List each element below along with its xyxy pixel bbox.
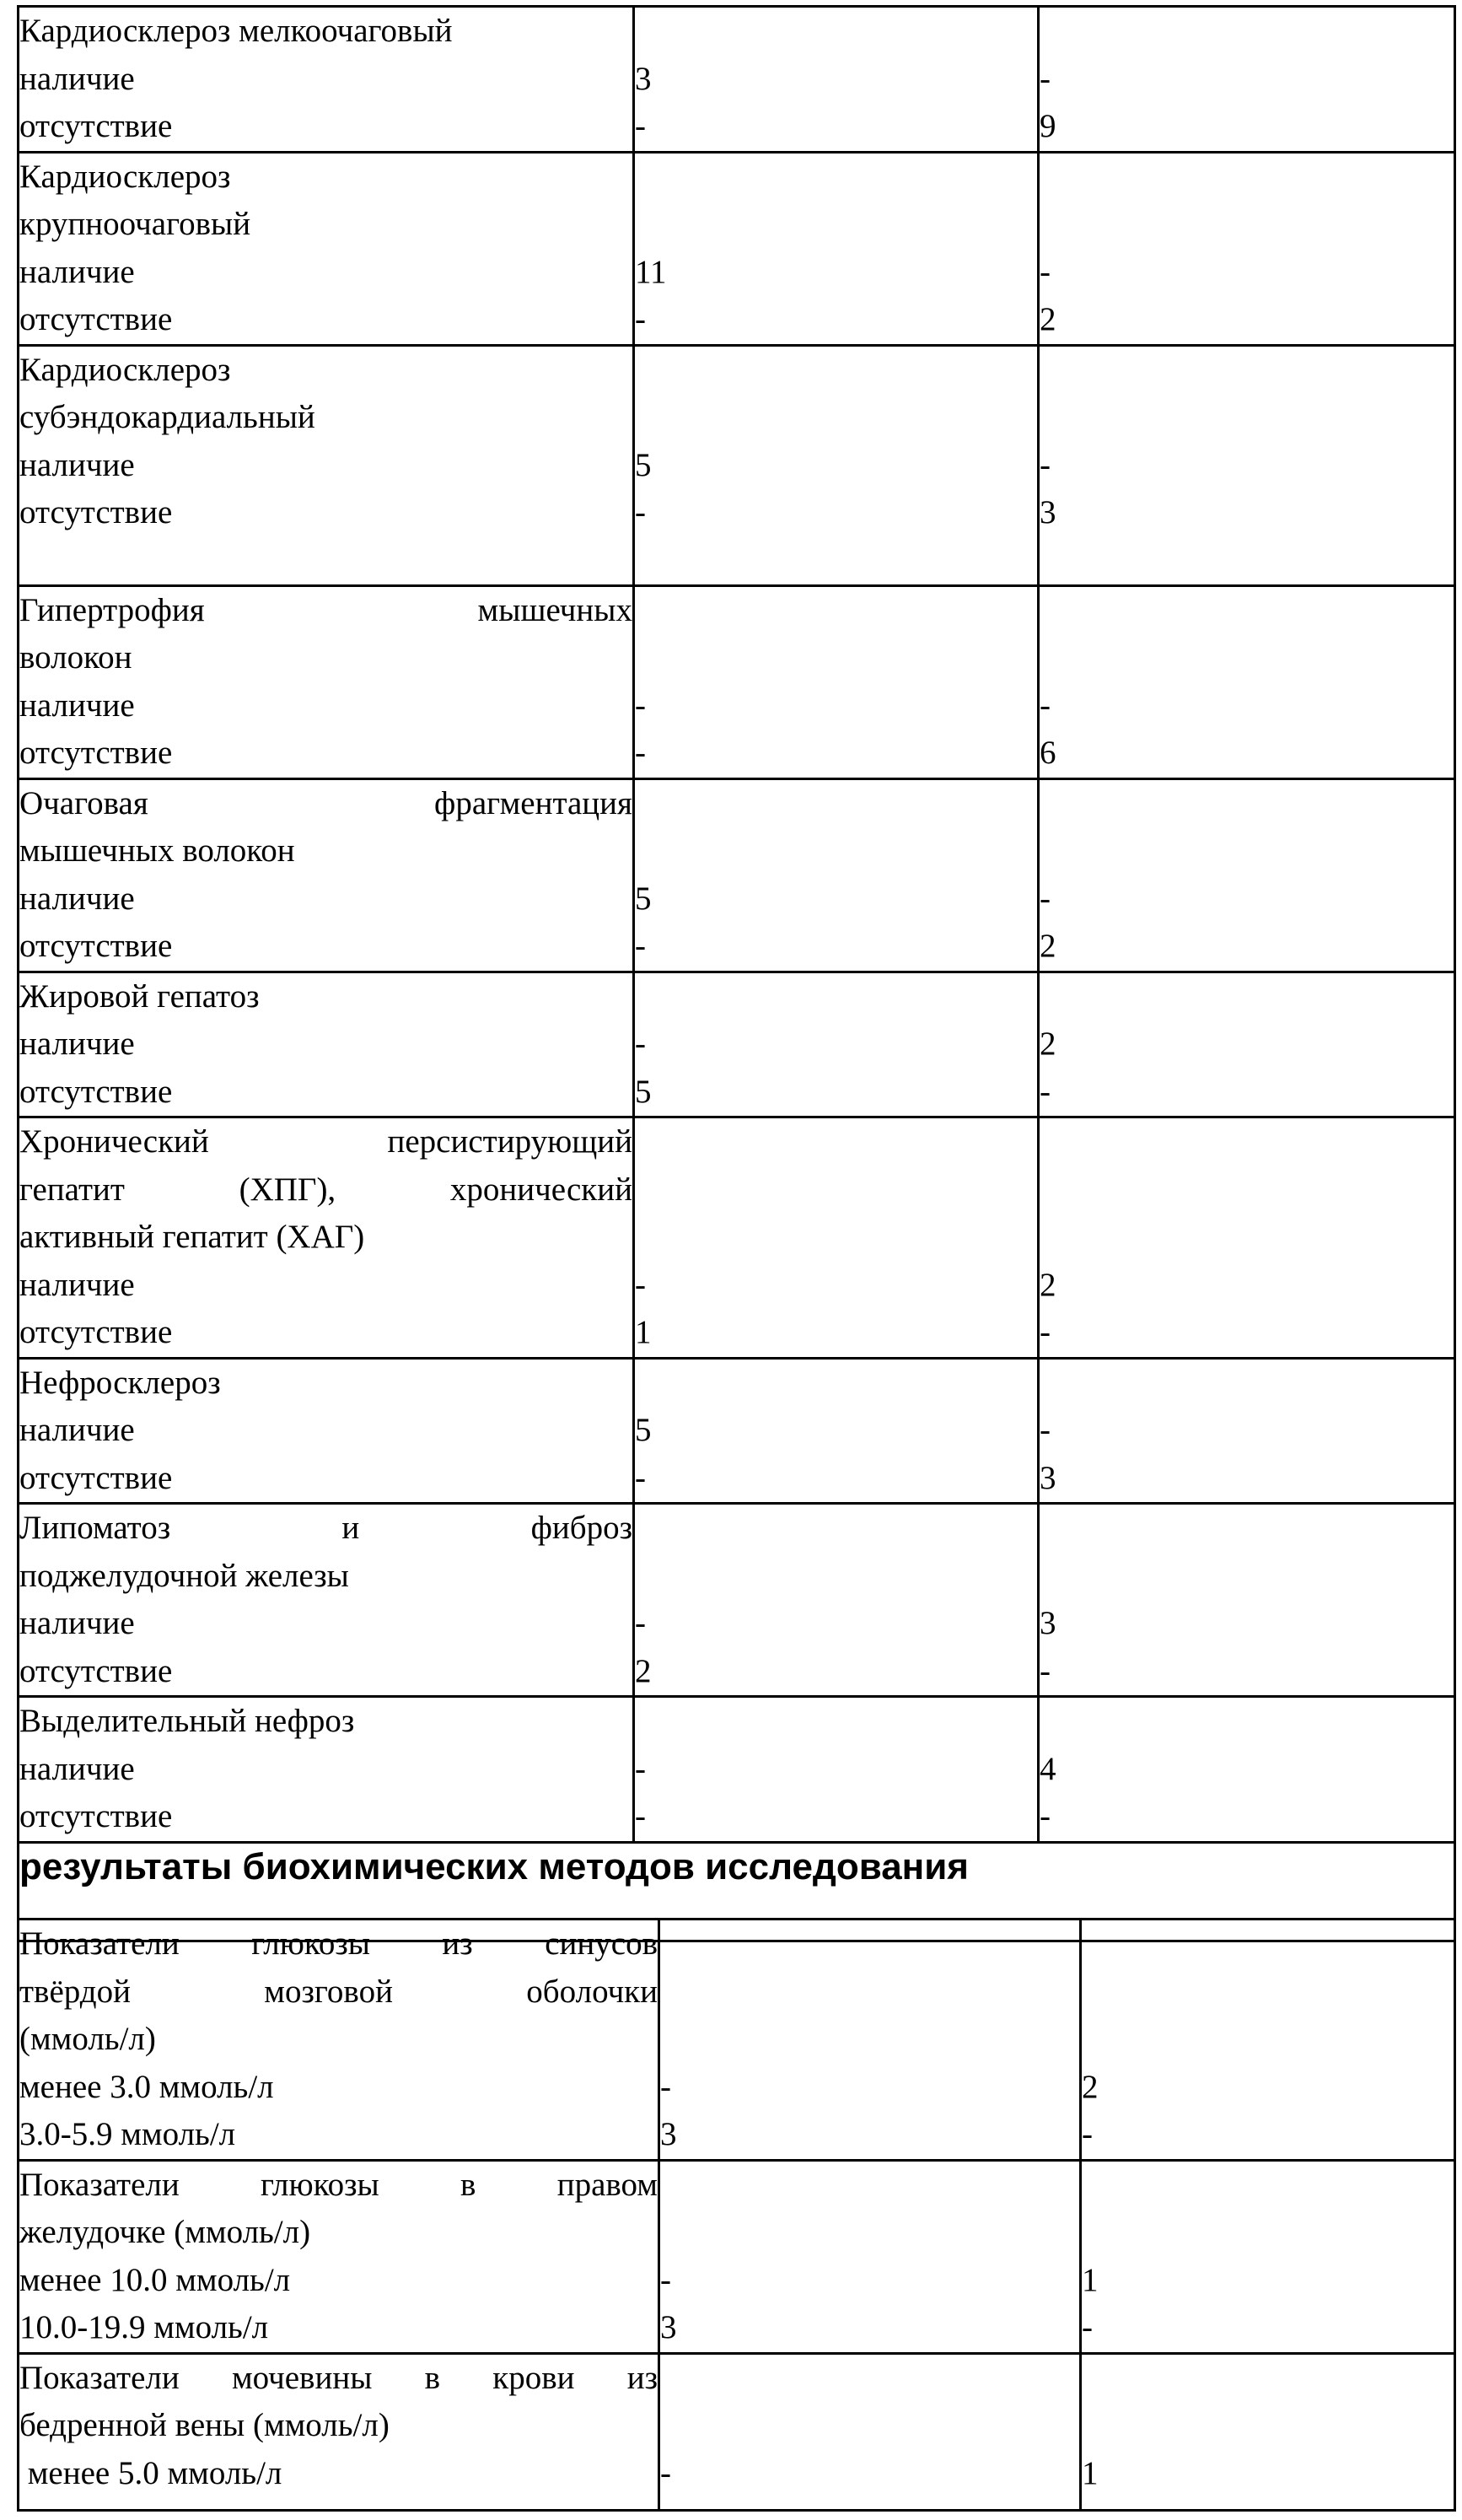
row-label-line: Выделительный нефроз [19,1698,632,1746]
value-col1 [660,2162,1079,2210]
value-cell [1081,2160,1455,2353]
value-col1 [635,780,1037,828]
value-col1: - [635,489,1037,537]
value-col2 [1040,1553,1454,1601]
row-label [19,2353,659,2510]
value-col2 [1040,1118,1454,1166]
value-cell [1081,2353,1455,2510]
row-label [19,152,634,345]
row-label-line: 3.0-5.9 ммоль/л [19,2111,658,2159]
row-label-line: желудочке (ммоль/л) [19,2209,658,2257]
organ-findings-table [17,5,1456,1942]
value-cell [634,1504,1039,1697]
value-cell [634,1697,1039,1843]
row-label-line: субэндокардиальный [19,394,632,442]
value-col1: 5 [635,1069,1037,1117]
row-label-line: отсутствие [19,489,632,537]
row-label-line: наличие [19,1407,632,1455]
value-col1: - [635,923,1037,971]
row-label-line: наличие [19,1262,632,1310]
value-col1: - [660,2064,1079,2112]
value-col2 [1082,2355,1454,2403]
value-cell [634,345,1039,585]
row-label-line: Кардиосклероз [19,153,632,202]
value-col1 [635,1553,1037,1601]
value-col2 [1082,1968,1454,2017]
value-col1: - [660,2257,1079,2305]
value-col2 [1040,153,1454,202]
value-col1: - [635,1020,1037,1069]
row-label-line: отсутствие [19,1455,632,1503]
value-col2: - [1040,56,1454,104]
row-label [19,1697,634,1843]
value-cell [1039,1504,1455,1697]
row-label-line: отсутствие [19,1648,632,1696]
value-cell [1039,585,1455,778]
row-label-line: отсутствие [19,923,632,971]
table-row [19,1358,1455,1504]
value-cell [1039,1697,1455,1843]
table-row [19,7,1455,153]
row-label-line: менее 5.0 ммоль/л [19,2450,658,2498]
value-col2: 2 [1040,1262,1454,1310]
row-label [19,585,634,778]
value-col1 [660,1920,1079,1968]
table-row [19,2160,1455,2353]
value-col2 [1082,2016,1454,2064]
table-row [19,1117,1455,1359]
row-label-line: крупноочаговый [19,201,632,249]
value-col1: 5 [635,442,1037,490]
row-label-line: наличие [19,249,632,297]
row-label-line: менее 10.0 ммоль/л [19,2257,658,2305]
value-col2 [1082,2402,1454,2450]
value-col1: 3 [660,2304,1079,2352]
row-label-line: Хронический персистирующий [19,1118,632,1166]
value-col2: 2 [1040,1020,1454,1069]
value-col2: - [1040,1407,1454,1455]
value-col1 [660,2402,1079,2450]
value-col1: 2 [635,1648,1037,1696]
value-col1 [635,1505,1037,1553]
row-label-line: Очаговая фрагментация [19,780,632,828]
value-col1 [635,973,1037,1021]
row-label-line: 10.0-19.9 ммоль/л [19,2304,658,2352]
value-col1 [635,347,1037,395]
value-col2: - [1040,682,1454,730]
value-col2 [1040,1360,1454,1408]
document-page [0,0,1462,2520]
value-col1 [635,827,1037,875]
value-col2 [1040,1505,1454,1553]
row-label-line: наличие [19,56,632,104]
row-label-line: отсутствие [19,296,632,344]
row-label-line: бедренной вены (ммоль/л) [19,2402,658,2450]
value-col2: - [1040,249,1454,297]
value-col2 [1082,1920,1454,1968]
value-col2 [1040,394,1454,442]
value-col1: - [635,1746,1037,1794]
table-row [19,2353,1455,2510]
value-col2: - [1040,875,1454,923]
value-cell [634,7,1039,153]
value-cell [634,1358,1039,1504]
row-label-line: гепатит (ХПГ), хронический [19,1166,632,1214]
value-col2 [1040,1698,1454,1746]
row-label-line: наличие [19,1746,632,1794]
value-col2: 2 [1040,923,1454,971]
value-col2: - [1082,2111,1454,2159]
row-label-line: отсутствие [19,730,632,778]
value-col2: - [1082,2304,1454,2352]
row-label-line: наличие [19,1020,632,1069]
value-col2 [1040,1166,1454,1214]
value-col2: 3 [1040,1455,1454,1503]
row-label-line: отсутствие [19,1309,632,1357]
table-row [19,345,1455,585]
table-row [19,152,1455,345]
value-col1 [635,8,1037,56]
value-col2: 1 [1082,2257,1454,2305]
value-col1 [635,634,1037,682]
row-label-line: Липоматоз и фиброз [19,1505,632,1553]
value-col1: - [635,1600,1037,1648]
row-label [19,1117,634,1359]
row-label [19,1358,634,1504]
row-label-line: наличие [19,682,632,730]
row-label-line: Показатели глюкозы из синусов [19,1920,658,1968]
value-cell [1039,7,1455,153]
value-col1: - [635,730,1037,778]
value-col1: - [635,1793,1037,1841]
value-cell [659,2160,1081,2353]
value-col1 [635,1698,1037,1746]
value-col2: 2 [1040,296,1454,344]
value-col2 [1040,634,1454,682]
row-label [19,2160,659,2353]
row-label-line: Показатели глюкозы в правом [19,2162,658,2210]
row-label [19,972,634,1117]
value-col2: 6 [1040,730,1454,778]
value-col1: - [635,682,1037,730]
value-col2 [1040,8,1454,56]
row-label-line: отсутствие [19,103,632,151]
biochem-results-table [17,1918,1456,2512]
table-row [19,1504,1455,1697]
row-label-line: менее 3.0 ммоль/л [19,2064,658,2112]
row-label-line: Жировой гепатоз [19,973,632,1021]
value-cell [634,778,1039,972]
value-col1: 11 [635,249,1037,297]
row-label-line: отсутствие [19,1793,632,1841]
value-col2: 2 [1082,2064,1454,2112]
row-label [19,778,634,972]
value-cell [634,972,1039,1117]
value-col1: - [635,1262,1037,1310]
value-cell [659,1920,1081,2161]
value-col2 [1040,1214,1454,1262]
row-label-line: Показатели мочевины в крови из [19,2355,658,2403]
value-col2 [1040,780,1454,828]
value-cell [1039,1358,1455,1504]
value-col1 [660,2355,1079,2403]
value-col1 [660,1968,1079,2017]
value-col2 [1040,201,1454,249]
value-col1 [635,1214,1037,1262]
row-label-line: волокон [19,634,632,682]
value-cell [634,1117,1039,1359]
value-col1 [635,1360,1037,1408]
row-label-line: (ммоль/л) [19,2016,658,2064]
value-col2 [1040,347,1454,395]
row-label [19,1504,634,1697]
value-col1: - [660,2450,1079,2498]
value-cell [1039,778,1455,972]
row-label [19,7,634,153]
value-col1: - [635,296,1037,344]
table-row [19,778,1455,972]
value-col1: 3 [635,56,1037,104]
row-label [19,345,634,585]
value-cell [659,2353,1081,2510]
value-col1: 1 [635,1309,1037,1357]
value-col1 [635,153,1037,202]
value-cell [1039,972,1455,1117]
row-label-line: отсутствие [19,1069,632,1117]
row-label-line: поджелудочной железы [19,1553,632,1601]
value-col1: - [635,1455,1037,1503]
value-col1: 5 [635,1407,1037,1455]
table-row [19,972,1455,1117]
value-col1: 5 [635,875,1037,923]
value-col1 [635,587,1037,635]
row-label-line: активный гепатит (ХАГ) [19,1214,632,1262]
value-cell [1081,1920,1455,2161]
value-col1 [635,1166,1037,1214]
value-col2: 3 [1040,489,1454,537]
value-cell [1039,345,1455,585]
value-col2: 3 [1040,1600,1454,1648]
value-col1 [635,201,1037,249]
value-col2: - [1040,1648,1454,1696]
section-heading: результаты биохимических методов исследования [19,1842,1455,1941]
value-col2: - [1040,442,1454,490]
row-label-line: наличие [19,875,632,923]
value-col2 [1040,827,1454,875]
row-label-line: твёрдой мозговой оболочки [19,1968,658,2017]
row-label-line: наличие [19,442,632,490]
table-row [19,585,1455,778]
value-col1 [635,1118,1037,1166]
row-label [19,1920,659,2161]
value-col2 [1040,587,1454,635]
value-col2: - [1040,1793,1454,1841]
value-col2 [1040,973,1454,1021]
row-label-line: наличие [19,1600,632,1648]
row-label-line: мышечных волокон [19,827,632,875]
value-col2: 9 [1040,103,1454,151]
value-col1: - [635,103,1037,151]
value-col2: 1 [1082,2450,1454,2498]
row-label-line: Кардиосклероз мелкоочаговый [19,8,632,56]
table-row [19,1920,1455,2161]
value-col2: - [1040,1069,1454,1117]
value-col1: 3 [660,2111,1079,2159]
value-col2: - [1040,1309,1454,1357]
row-label-line: Нефросклероз [19,1360,632,1408]
value-col1 [660,2209,1079,2257]
value-col2: 4 [1040,1746,1454,1794]
value-col1 [635,394,1037,442]
value-col2 [1082,2162,1454,2210]
value-col1 [660,2016,1079,2064]
value-cell [634,152,1039,345]
value-cell [1039,152,1455,345]
row-label-line: Кардиосклероз [19,347,632,395]
row-label-line: Гипертрофия мышечных [19,587,632,635]
value-cell [1039,1117,1455,1359]
table-row [19,1697,1455,1843]
value-col2 [1082,2209,1454,2257]
value-cell [634,585,1039,778]
